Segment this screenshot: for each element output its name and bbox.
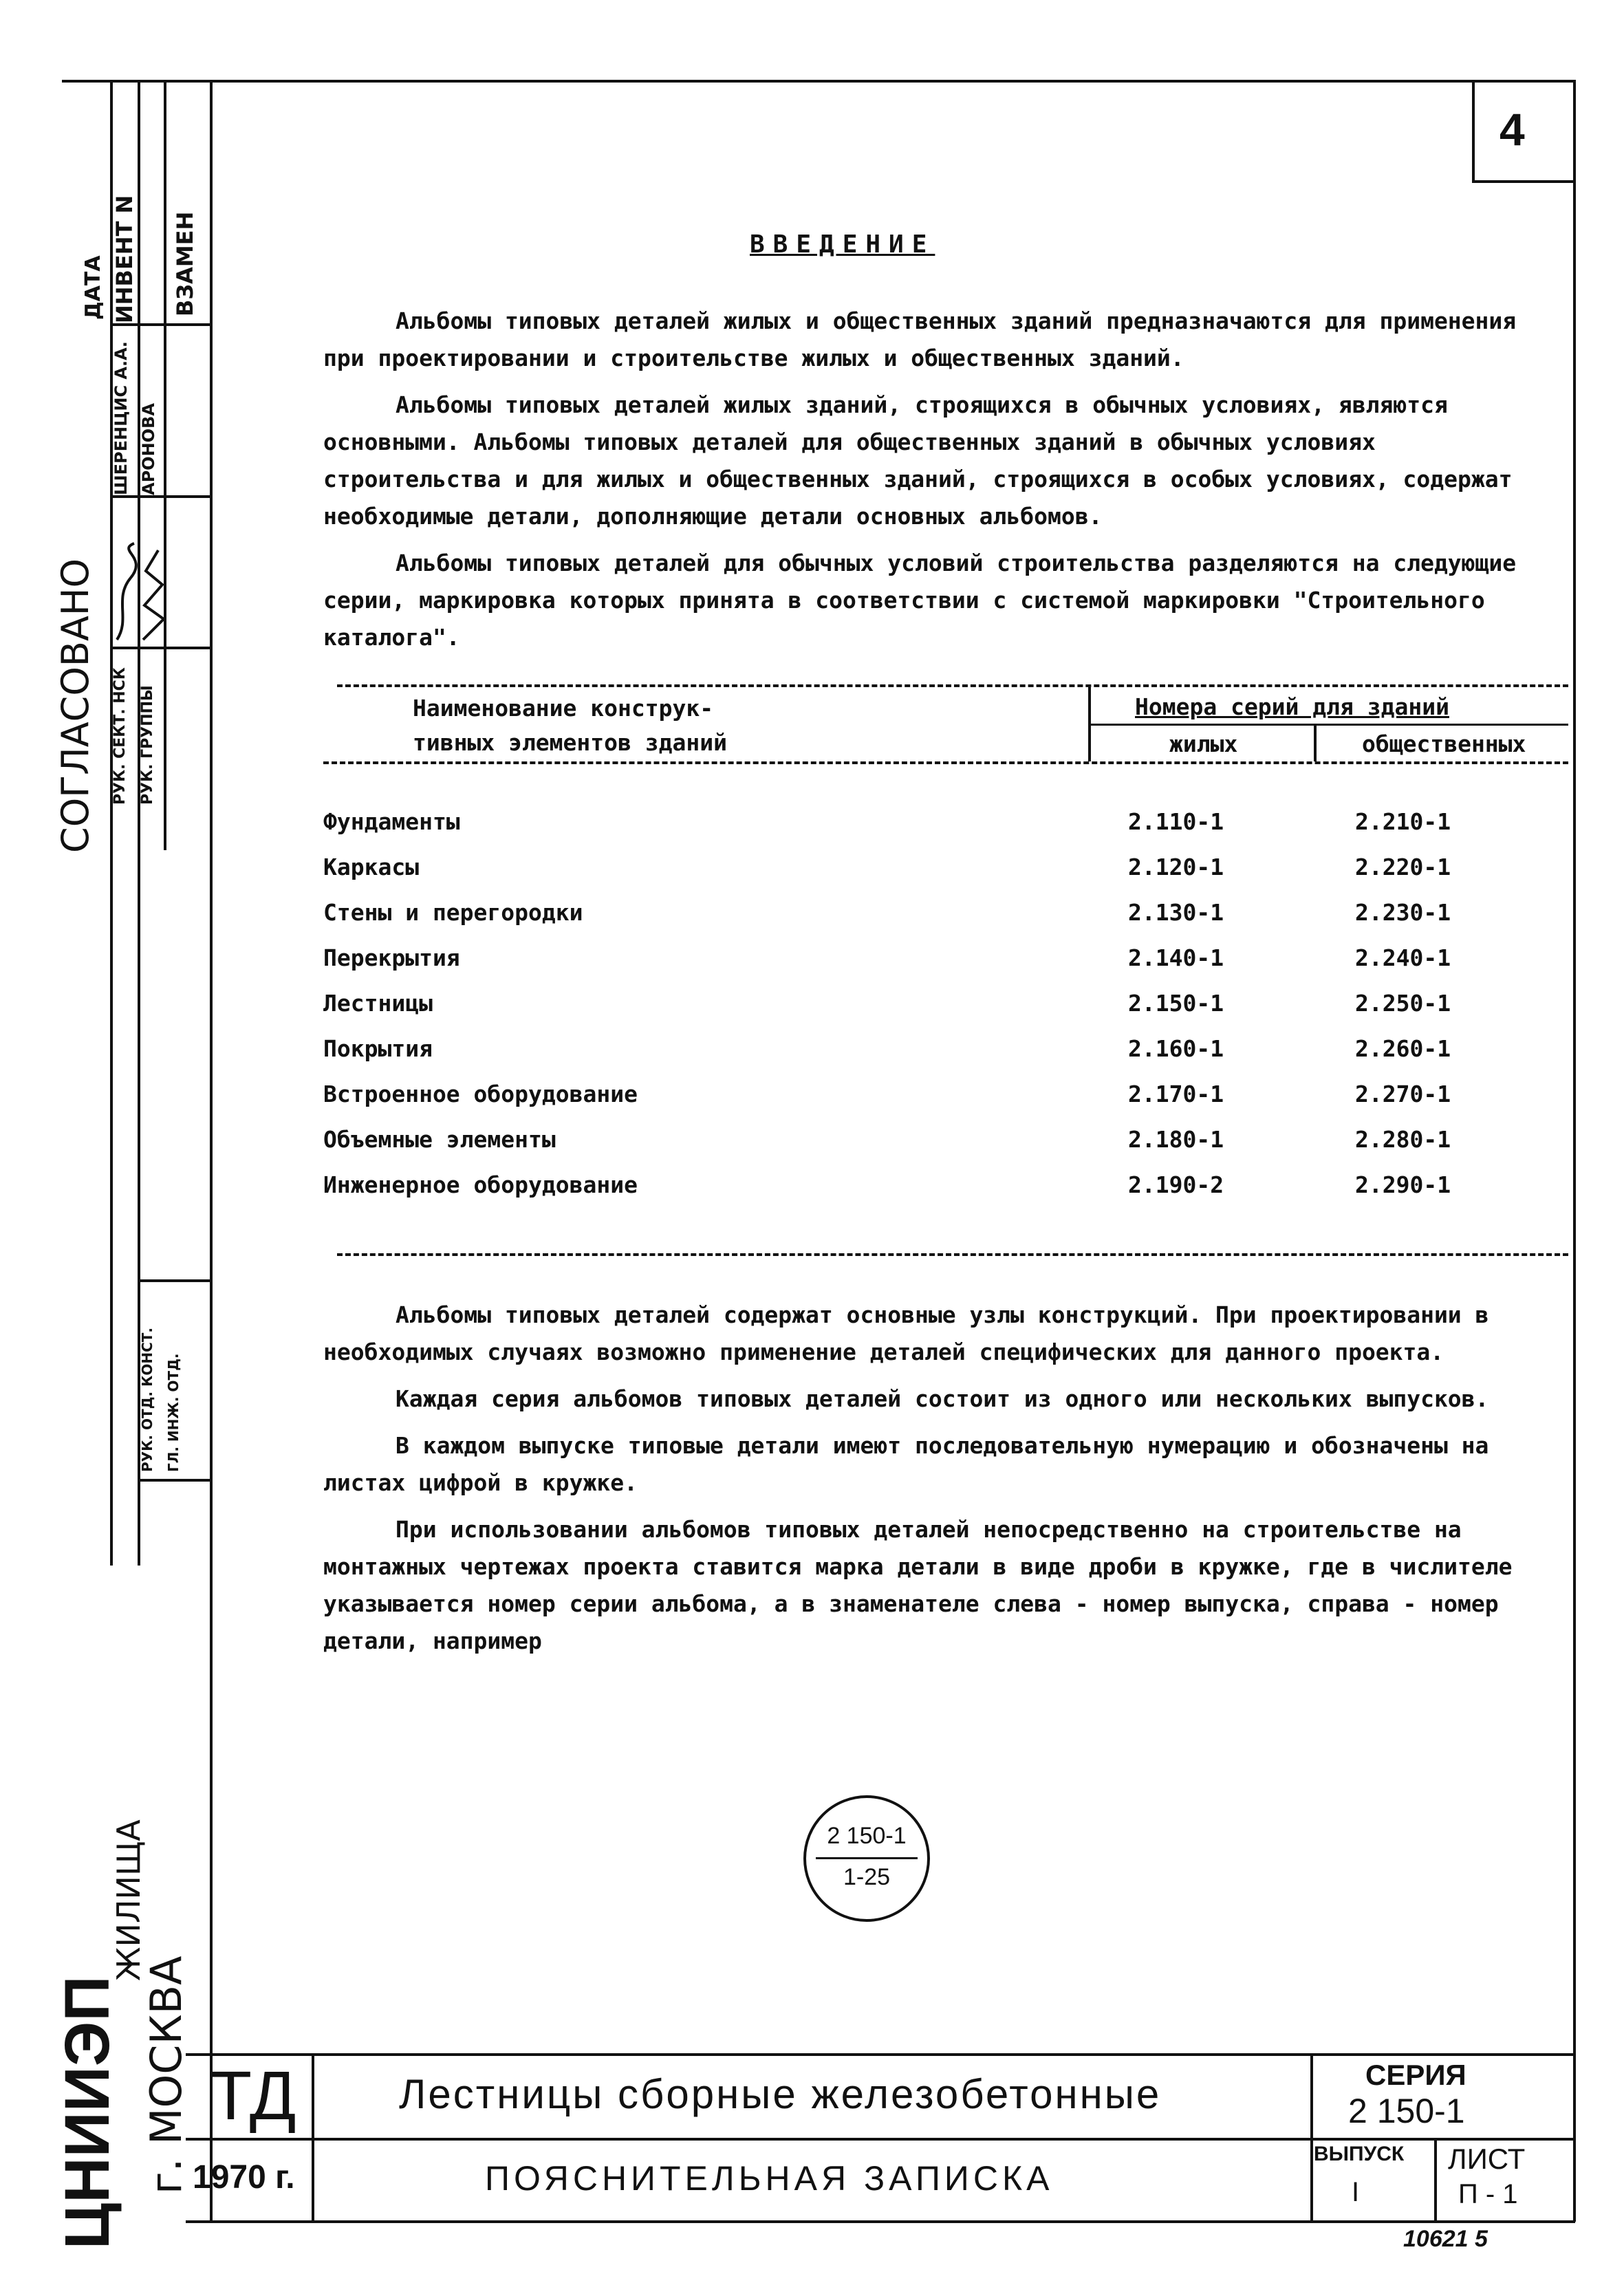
cell-name: Стены и перегородки xyxy=(323,899,583,926)
sidebar-vzamen-label: ВЗАМЕН xyxy=(172,211,198,316)
stamp-series-label: СЕРИЯ xyxy=(1365,2059,1466,2091)
table-header-name-2: тивных элементов зданий xyxy=(413,729,727,756)
stamp-title: Лестницы сборные железобетонные xyxy=(399,2071,1162,2117)
stamp-issue-value: I xyxy=(1352,2177,1360,2207)
cell-public: 2.290-1 xyxy=(1355,1171,1451,1198)
sidebar-row-line-1 xyxy=(110,323,210,326)
sidebar-row-line-4 xyxy=(138,1279,210,1282)
cell-residential: 2.190-2 xyxy=(1128,1171,1224,1198)
table-row xyxy=(323,1126,1548,1167)
paragraph: Альбомы типовых деталей для обычных условий строительства разделяются на следующие серии, маркировка которых принята в соответствии с системой маркировки "Строительного каталога". xyxy=(323,550,1517,651)
sidebar-row-line-5 xyxy=(138,1479,210,1482)
cell-residential: 2.120-1 xyxy=(1128,854,1224,880)
stamp-sheet-value: П - 1 xyxy=(1458,2179,1518,2209)
org-logo: ЦНИИЭП xyxy=(52,1975,122,2249)
signature-2 xyxy=(138,543,169,647)
table-header-series: Номера серий для зданий xyxy=(1135,693,1449,720)
cell-residential: 2.150-1 xyxy=(1128,990,1224,1017)
stamp-right xyxy=(1573,2053,1576,2222)
stamp-year: 1970 г. xyxy=(193,2159,295,2196)
stamp-series-value: 2 150-1 xyxy=(1348,2092,1465,2130)
cell-public: 2.260-1 xyxy=(1355,1035,1451,1062)
sidebar-person-1: ШЕРЕНЦИС А.А. xyxy=(111,341,131,495)
table-row xyxy=(323,1171,1548,1213)
table-header-rule xyxy=(323,761,1568,764)
org-name: ЖИЛИЩА xyxy=(110,1819,147,1981)
cell-residential: 2.140-1 xyxy=(1128,944,1224,971)
stamp-bottom xyxy=(186,2220,1575,2223)
page-number-box-bottom xyxy=(1472,180,1575,183)
cell-name: Каркасы xyxy=(323,854,420,880)
stamp-divider-3 xyxy=(1434,2138,1437,2222)
cell-residential: 2.180-1 xyxy=(1128,1126,1224,1153)
table-row xyxy=(323,944,1548,986)
sidebar-role-2: РУК. ГРУППЫ xyxy=(139,685,156,805)
circle-mark-divider xyxy=(816,1857,918,1859)
cell-name: Перекрытия xyxy=(323,944,460,971)
frame-top xyxy=(62,80,1575,83)
table-header-residential: жилых xyxy=(1169,730,1238,757)
table-row xyxy=(323,899,1548,940)
table-divider-1 xyxy=(1088,684,1091,761)
table-row xyxy=(323,808,1548,849)
stamp-top xyxy=(186,2053,1575,2056)
sidebar-col-line-3 xyxy=(164,80,166,850)
paragraph: Альбомы типовых деталей содержат основные узлы конструкций. При проектировании в необходимых случаях возможно применение деталей специфических для данного проекта. xyxy=(323,1301,1489,1365)
cell-public: 2.270-1 xyxy=(1355,1081,1451,1107)
closing-text xyxy=(323,1297,1534,1669)
cell-public: 2.220-1 xyxy=(1355,854,1451,880)
table-header-public: общественных xyxy=(1362,730,1526,757)
table-top-rule xyxy=(337,684,1568,687)
circle-mark xyxy=(803,1795,930,1922)
page-title: ВВЕДЕНИЕ xyxy=(750,230,935,259)
table-row xyxy=(323,854,1548,895)
paragraph: Альбомы типовых деталей жилых зданий, строящихся в обычных условиях, являются основными. Альбомы типовых деталей для общественных зданий в обычных условиях строительства и для жилых и общественных зданий, строящихся в особых условиях, содержат необходимые детали, дополняющие детали основных альбомов. xyxy=(323,391,1513,530)
table-series-rule xyxy=(1090,724,1568,726)
cell-name: Лестницы xyxy=(323,990,433,1017)
sidebar-person-2: АРОНОВА xyxy=(139,403,158,495)
cell-residential: 2.130-1 xyxy=(1128,899,1224,926)
stamp-middle xyxy=(186,2138,1575,2141)
table-row xyxy=(323,990,1548,1031)
cell-public: 2.240-1 xyxy=(1355,944,1451,971)
table-bottom-rule xyxy=(337,1253,1568,1256)
sidebar-row-line-2 xyxy=(110,495,210,498)
paragraph: Каждая серия альбомов типовых деталей состоит из одного или нескольких выпусков. xyxy=(396,1385,1489,1412)
circle-mark-series: 2 150-1 xyxy=(827,1823,907,1849)
table-row xyxy=(323,1081,1548,1122)
table-divider-2 xyxy=(1314,726,1317,761)
cell-name: Фундаменты xyxy=(323,808,460,835)
paragraph: При использовании альбомов типовых деталей непосредственно на строительстве на монтажных чертежах проекта ставится марка детали в виде дроби в кружке, где в числителе указывается номер серии альбома, а в знаменателе слева - номер выпуска, справа - номер детали, например xyxy=(323,1516,1513,1654)
paragraph: Альбомы типовых деталей жилых и общественных зданий предназначаются для применения при проектировании и строительстве жилых и общественных зданий. xyxy=(323,307,1517,371)
frame-left xyxy=(210,80,213,2222)
sidebar-role-4: ГЛ. ИНЖ. ОТД. xyxy=(165,1353,182,1472)
stamp-td: ТД xyxy=(210,2057,296,2134)
page-number-box-left xyxy=(1472,80,1475,182)
circle-mark-detail: 1-25 xyxy=(843,1864,891,1890)
cell-public: 2.230-1 xyxy=(1355,899,1451,926)
table-header-name-1: Наименование конструк- xyxy=(413,695,714,722)
cell-name: Встроенное оборудование xyxy=(323,1081,638,1107)
stamp-subtitle: ПОЯСНИТЕЛЬНАЯ ЗАПИСКА xyxy=(485,2159,1054,2198)
stamp-sheet-label: ЛИСТ xyxy=(1448,2143,1526,2175)
frame-right xyxy=(1573,80,1576,2054)
stamp-inventory: 10621 5 xyxy=(1403,2226,1488,2252)
cell-public: 2.250-1 xyxy=(1355,990,1451,1017)
page-number: 4 xyxy=(1500,104,1525,155)
sidebar-invent-label: ИНВЕНТ N xyxy=(111,195,138,323)
table-row xyxy=(323,1035,1548,1076)
sidebar-role-1: РУК. СЕКТ. НСК xyxy=(111,667,129,805)
stamp-issue-label: ВЫПУСК xyxy=(1314,2143,1405,2165)
sidebar-data-label: ДАТА xyxy=(81,255,105,320)
cell-name: Инженерное оборудование xyxy=(323,1171,638,1198)
cell-residential: 2.110-1 xyxy=(1128,808,1224,835)
intro-text xyxy=(323,303,1534,666)
stamp-divider-1 xyxy=(312,2053,314,2222)
sidebar-soglasovano: СОГЛАСОВАНО xyxy=(54,559,97,853)
cell-public: 2.280-1 xyxy=(1355,1126,1451,1153)
paragraph: В каждом выпуске типовые детали имеют последовательную нумерацию и обозначены на листах цифрой в кружке. xyxy=(323,1432,1489,1496)
cell-name: Покрытия xyxy=(323,1035,433,1062)
cell-residential: 2.170-1 xyxy=(1128,1081,1224,1107)
sidebar-role-3: РУК. ОТД. КОНСТ. xyxy=(139,1327,155,1472)
stamp-divider-2 xyxy=(1310,2053,1313,2222)
sidebar-row-line-3 xyxy=(110,647,210,649)
org-city: г. МОСКВА xyxy=(141,1956,191,2194)
cell-name: Объемные элементы xyxy=(323,1126,556,1153)
cell-residential: 2.160-1 xyxy=(1128,1035,1224,1062)
signature-1 xyxy=(110,537,141,647)
cell-public: 2.210-1 xyxy=(1355,808,1451,835)
